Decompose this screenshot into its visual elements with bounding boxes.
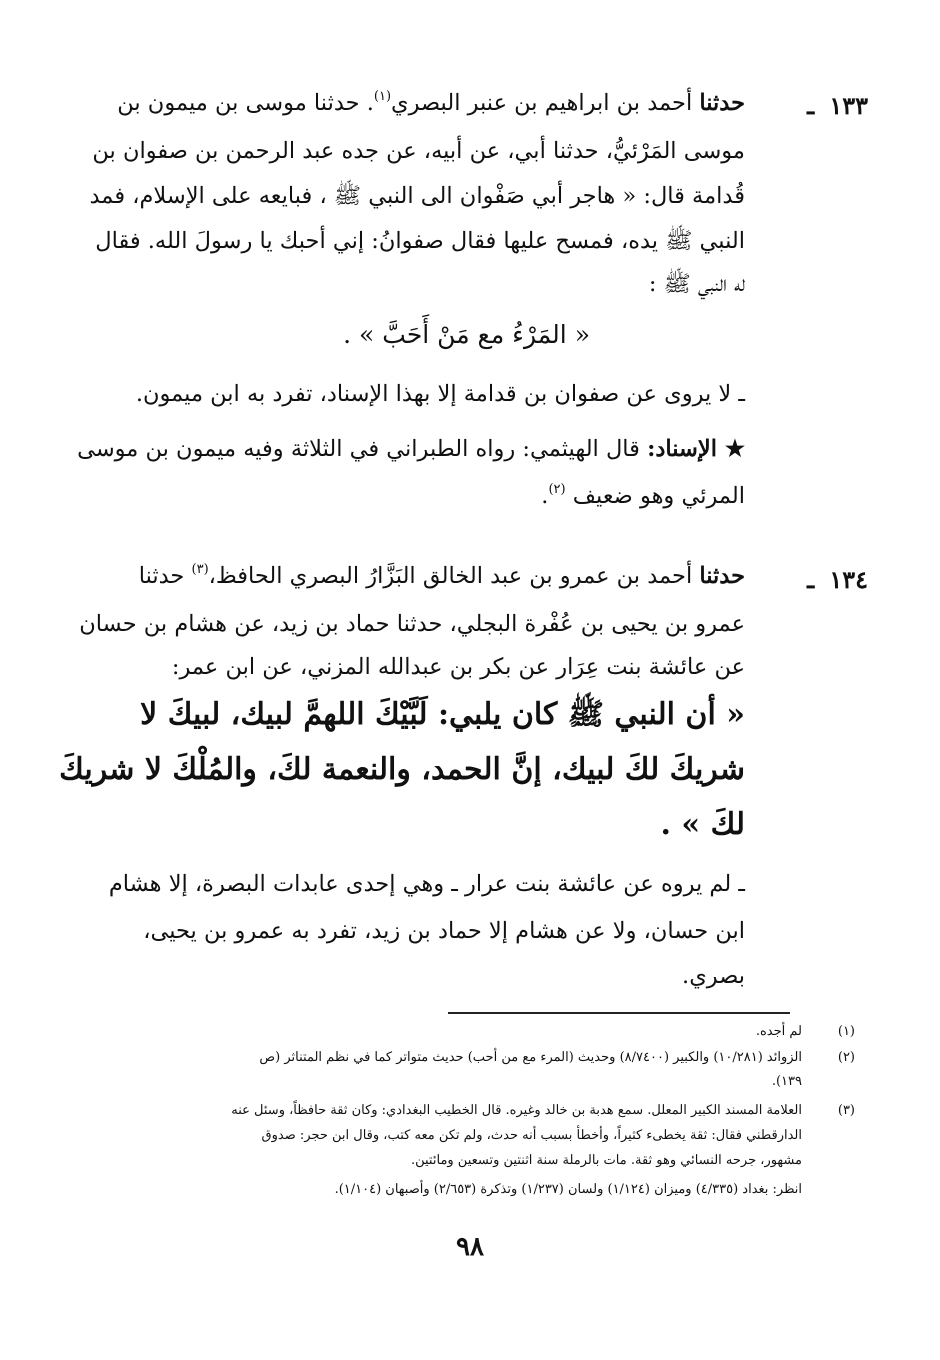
entry-133-line-1: حدثنا أحمد بن ابراهيم بن عنبر البصري$^{(١)}$. حدثنا موسى بن ميمون بن — [117, 89, 745, 116]
book-page: ١٣٣ ـ حدثنا أحمد بن ابراهيم بن عنبر البصري$^{(١)}$. حدثنا موسى بن ميمون بن موسى المَرْئيُّ، حدثنا أبي، عن أبيه، عن جده عبد الرحمن بن صفوان بن قُدامة قال: « هاجر أبي صَفْوان الى النبي ﷺ ، فبايعه على الإسلام، فمد النبي ﷺ يده، فمسح عليها فقال صفوانُ: إني أحبك يا رسولَ الله. فقال له النبي ﷺ : « المَرْءُ مع مَنْ أَحَبَّ » . ـ لا يروى عن صفوان بن قدامة إلا بهذا الإسناد، تفرد به ابن ميمون. ★ الإسناد: قال الهيثمي: رواه الطبراني في الثلاثة وفيه ميمون بن موسى المرئي وهو ضعيف $^{(٢)}$. ١٣٤ ـ حدثنا أحمد بن عمرو بن عبد الخالق البَزَّارُ البصري الحافظ،$^{(٣)}$ حدثنا عمرو بن يحيى بن عُفْرة البجلي، حدثنا حماد بن زيد، عن هشام بن حسان عن عائشة بنت عِرَار عن بكر بن عبدالله المزني، عن ابن عمر: « أن النبي ﷺ كان يلبي: لَبَّيْكَ اللهمَّ لبيك، لبيكَ لا شريكَ لكَ لبيك، إنَّ الحمد، والنعمة لكَ، والمُلْكَ لا شريكَ لكَ » . ـ لم يروه عن عائشة بنت عرار ـ وهي إحدى عابدات البصرة، إلا هشام ابن حسان، ولا عن هشام إلا حماد بن زيد، تفرد به عمرو بن يحيى، بصري. (١) لم أجده. (٢) الزوائد (١٠/٢٨١) والكبير (٨/٧٤٠٠) وحديث (المرء مع من أحب) حديث متواتر كما في نظم المتناثر (ص ١٣٩). (٣) العلامة المسند الكبير المعلل. سمع هدبة بن خالد وغيره. قال الخطيب البغدادي: وكان ثقة حافظاً، وسئل عنه الدارقطني فقال: ثقة يخطىء كثيراً، وأخطأ بسبب أنه حدث، ولم تكن معه كتب، وقال ابن حجر: صدوق مشهور، جرحه النسائي وهو ثقة. مات بالرملة سنة اثنتين وتسعين ومائتين. انظر: بغداد (٤/٣٣٥) وميزان (١/١٢٤) ولسان (١/٢٣٧) وتذكرة (٢/٦٥٣) وأصبهان (١/١٠٤). ٩٨ — [0, 0, 940, 1360]
entry-number: ١٣٣ ـ — [807, 91, 868, 120]
entry-134-line-3: عن عائشة بنت عِرَار عن بكر بن عبدالله المزني، عن ابن عمر: — [171, 654, 745, 680]
entry-133-line-3: قُدامة قال: « هاجر أبي صَفْوان الى النبي ﷺ ، فبايعه على الإسلام، فمد — [89, 183, 745, 209]
footnote-ref[interactable]: (١) — [373, 89, 392, 104]
entry-133-line-4: النبي ﷺ يده، فمسح عليها فقال صفوانُ: إني أحبك يا رسولَ الله. فقال — [95, 228, 745, 254]
entry-134-line-2: عمرو بن يحيى بن عُفْرة البجلي، حدثنا حماد بن زيد، عن هشام بن حسان — [79, 611, 745, 637]
transmission-note-line-1: ـ لم يروه عن عائشة بنت عرار ـ وهي إحدى عابدات البصرة، إلا هشام — [108, 871, 745, 897]
transmission-note-line-2: ابن حسان، ولا عن هشام إلا حماد بن زيد، تفرد به عمرو بن يحيى، — [143, 918, 745, 944]
entry-133-line-2: موسى المَرْئيُّ، حدثنا أبي، عن أبيه، عن جده عبد الرحمن بن صفوان بن — [92, 138, 745, 164]
isnad-label: ★ الإسناد: — [647, 436, 745, 462]
footnote-ref[interactable]: (٢) — [548, 482, 566, 497]
isnad-line-2: المرئي وهو ضعيف $^{(٢)}$. — [541, 482, 745, 509]
hadith-text: « المَرْءُ مع مَنْ أَحَبَّ » . — [343, 320, 590, 349]
footnote-divider — [448, 1012, 790, 1014]
footnote-ref[interactable]: (٣) — [191, 562, 209, 577]
entry-134-line-1: حدثنا أحمد بن عمرو بن عبد الخالق البَزَّارُ البصري الحافظ،$^{(٣)}$ حدثنا — [138, 562, 745, 589]
entry-number: ١٣٤ ـ — [807, 565, 868, 594]
page-number: ٩٨ — [456, 1232, 484, 1262]
entry-133-line-5: له النبي ﷺ : — [648, 271, 745, 297]
isnad-line-1: ★ الإسناد: قال الهيثمي: رواه الطبراني في الثلاثة وفيه ميمون بن موسى — [77, 436, 745, 462]
hadith-line-1: « أن النبي ﷺ كان يلبي: لَبَّيْكَ اللهمَّ لبيك، لبيكَ لا — [140, 697, 745, 732]
hadith-line-2: شريكَ لكَ لبيك، إنَّ الحمد، والنعمة لكَ، والمُلْكَ لا شريكَ — [59, 752, 745, 787]
hadith-line-3: لكَ » . — [660, 807, 745, 842]
transmission-note: ـ لا يروى عن صفوان بن قدامة إلا بهذا الإسناد، تفرد به ابن ميمون. — [135, 381, 745, 407]
transmission-note-line-3: بصري. — [682, 963, 745, 989]
